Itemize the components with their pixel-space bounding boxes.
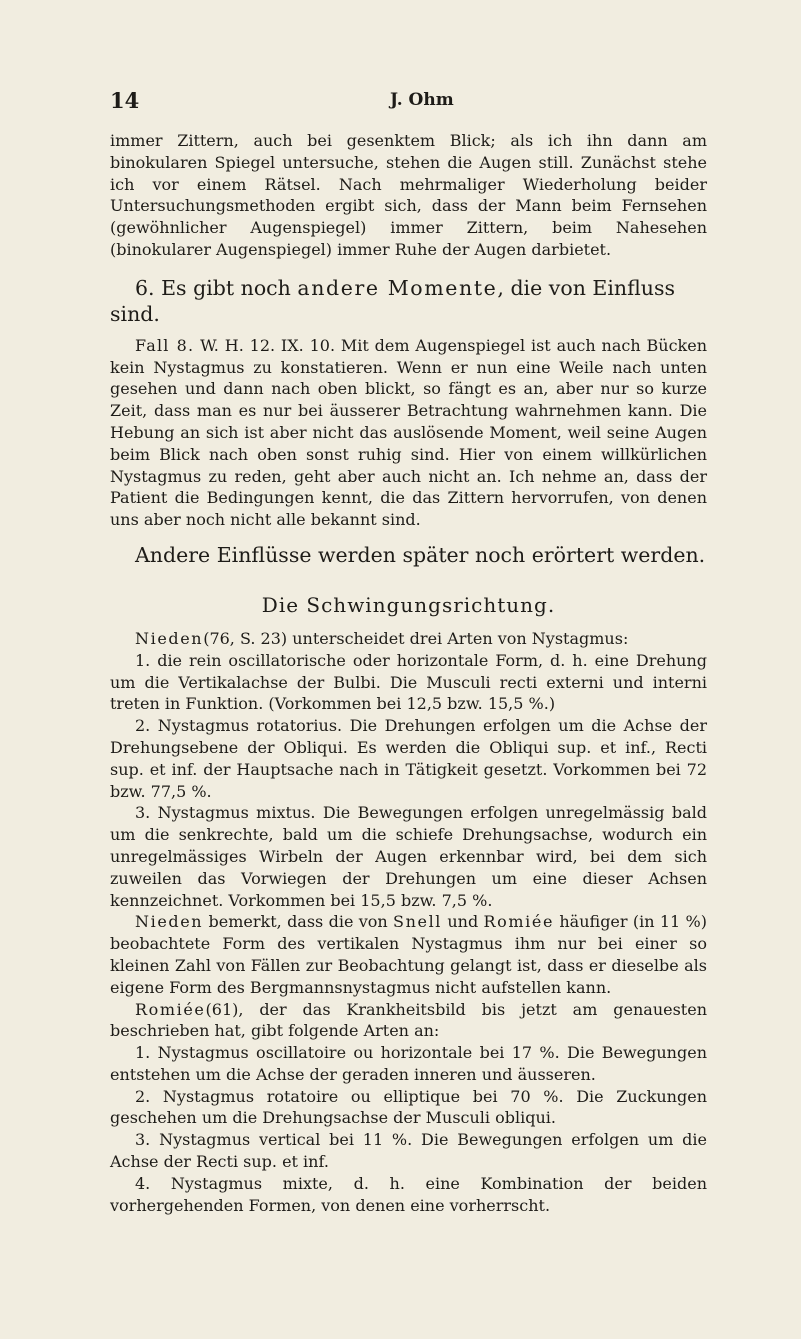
author-snell: Snell xyxy=(393,912,443,932)
list-item-2: 2. Nystagmus rotatorius. Die Drehungen erfolgen um die Achse der Drehungsebene der Obliqui. Es werden die Obliqui sup. et inf., Recti sup. et inf. der Hauptsache nach in Tätigkeit gesetzt. Vorkommen bei 72 bzw. 77,5 %. xyxy=(110,716,707,801)
romiee-item-1: 1. Nystagmus oscillatoire ou horizontale bei 17 %. Die Bewegungen entstehen um die Achse der geraden inneren und äusseren. xyxy=(110,1043,707,1084)
romiee-item-4: 4. Nystagmus mixte, d. h. eine Kombination der beiden vorhergehenden Formen, von denen eine vorherrscht. xyxy=(110,1173,707,1215)
page-header xyxy=(0,88,801,118)
body-text xyxy=(110,130,707,1216)
paragraph-romiee xyxy=(110,999,707,1043)
page-number: 14 xyxy=(110,88,140,113)
author-romiee: Romiée xyxy=(135,999,206,1019)
section-title: Die Schwingungsrichtung. xyxy=(261,592,556,617)
list-item-1: 1. die rein oscillatorische oder horizontale Form, d. h. eine Drehung um die Vertikalachse der Bulbi. Die Musculi recti externi und interni treten in Funktion. (Vorkommen bei 12,5 bzw. 15,5 %.) xyxy=(110,650,707,714)
remark-text-3: häufiger (in 11 %) beobachtete Form des vertikalen Nystagmus ihm nur bei einer so kleinen Zahl von Fällen zur Beobachtung gelangt ist, dass er dieselbe als eigene Form des Bergmannsnystagmus nicht aufstellen kann. xyxy=(110,912,707,997)
heading-6-part-a: 6. Es gibt noch xyxy=(135,275,298,300)
heading-other-influences: Andere Einflüsse werden später noch erörtert werden. xyxy=(135,542,706,567)
case-text: W. H. 12. IX. 10. Mit dem Augenspiegel ist auch nach Bücken kein Nystagmus zu konstatieren. Wenn er nun eine Weile nach unten gesehen und dann nach oben blickt, so fängt es an, aber nur so kurze Zeit, dass man es nur bei äusserer Betrachtung wahrnehmen kann. Die Hebung an sich ist aber nicht das auslösende Moment, weil seine Augen beim Blick nach oben sonst ruhig sind. Hier von einem willkürlichen Nystagmus zu reden, geht aber auch nicht an. Ich nehme an, dass der Patient die Bedingungen kennt, die das Zittern hervorrufen, von denen uns aber noch nicht alle bekannt sind. xyxy=(110,335,708,530)
remark-text-1: bemerkt, dass die von xyxy=(203,912,394,932)
list-item-3: 3. Nystagmus mixtus. Die Bewegungen erfolgen unregelmässig bald um die senkrechte, bald um die schiefe Drehungsachse, wodurch ein unregelmässiges Wirbeln der Augen erkennbar wird, bei dem sich zuweilen das Vorwiegen der Drehungen um eine dieser Achsen kennzeichnet. Vorkommen bei 15,5 bzw. 7,5 %. xyxy=(110,803,707,910)
paragraph-fall-8 xyxy=(110,335,707,531)
romiee-item-3: 3. Nystagmus vertical bei 11 %. Die Bewegungen erfolgen um die Achse der Recti sup. et inf. xyxy=(110,1130,707,1172)
romiee-item-2: 2. Nystagmus rotatoire ou elliptique bei 70 %. Die Zuckungen geschehen um die Drehungsachse der Musculi obliqui. xyxy=(110,1086,707,1128)
romiee-text: (61), der das Krankheitsbild bis jetzt am genauesten beschrieben hat, gibt folgende Arten an: xyxy=(110,999,707,1041)
heading-6-emphasis: andere Momente xyxy=(297,275,498,300)
paragraph-nieden xyxy=(110,628,707,650)
author-romiee-inline: Romiée xyxy=(483,912,555,932)
paragraph-nieden-remark xyxy=(110,911,707,998)
paragraph-intro: immer Zittern, auch bei gesenktem Blick; als ich ihn dann am binokularen Spiegel untersuche, stehen die Augen still. Zunächst stehe ich vor einem Rätsel. Nach mehrmaliger Wiederholung beider Untersuchungsmethoden ergibt sich, dass der Mann beim Fernsehen (gewöhnlicher Augenspiegel) immer Zittern, beim Nahesehen (binokularer Augenspiegel) immer Ruhe der Augen darbietet. xyxy=(110,131,707,259)
running-head: J. Ohm xyxy=(390,90,454,110)
author-nieden-2: Nieden xyxy=(135,912,204,932)
nieden-text: (76, S. 23) unterscheidet drei Arten von Nystagmus: xyxy=(203,628,629,648)
case-label: Fall 8. xyxy=(135,335,195,355)
section-heading-6 xyxy=(110,275,707,327)
author-nieden: Nieden xyxy=(135,628,204,648)
heading-6-part-c: , die von Einfluss sind. xyxy=(110,275,676,326)
remark-text-2: und xyxy=(442,912,484,932)
